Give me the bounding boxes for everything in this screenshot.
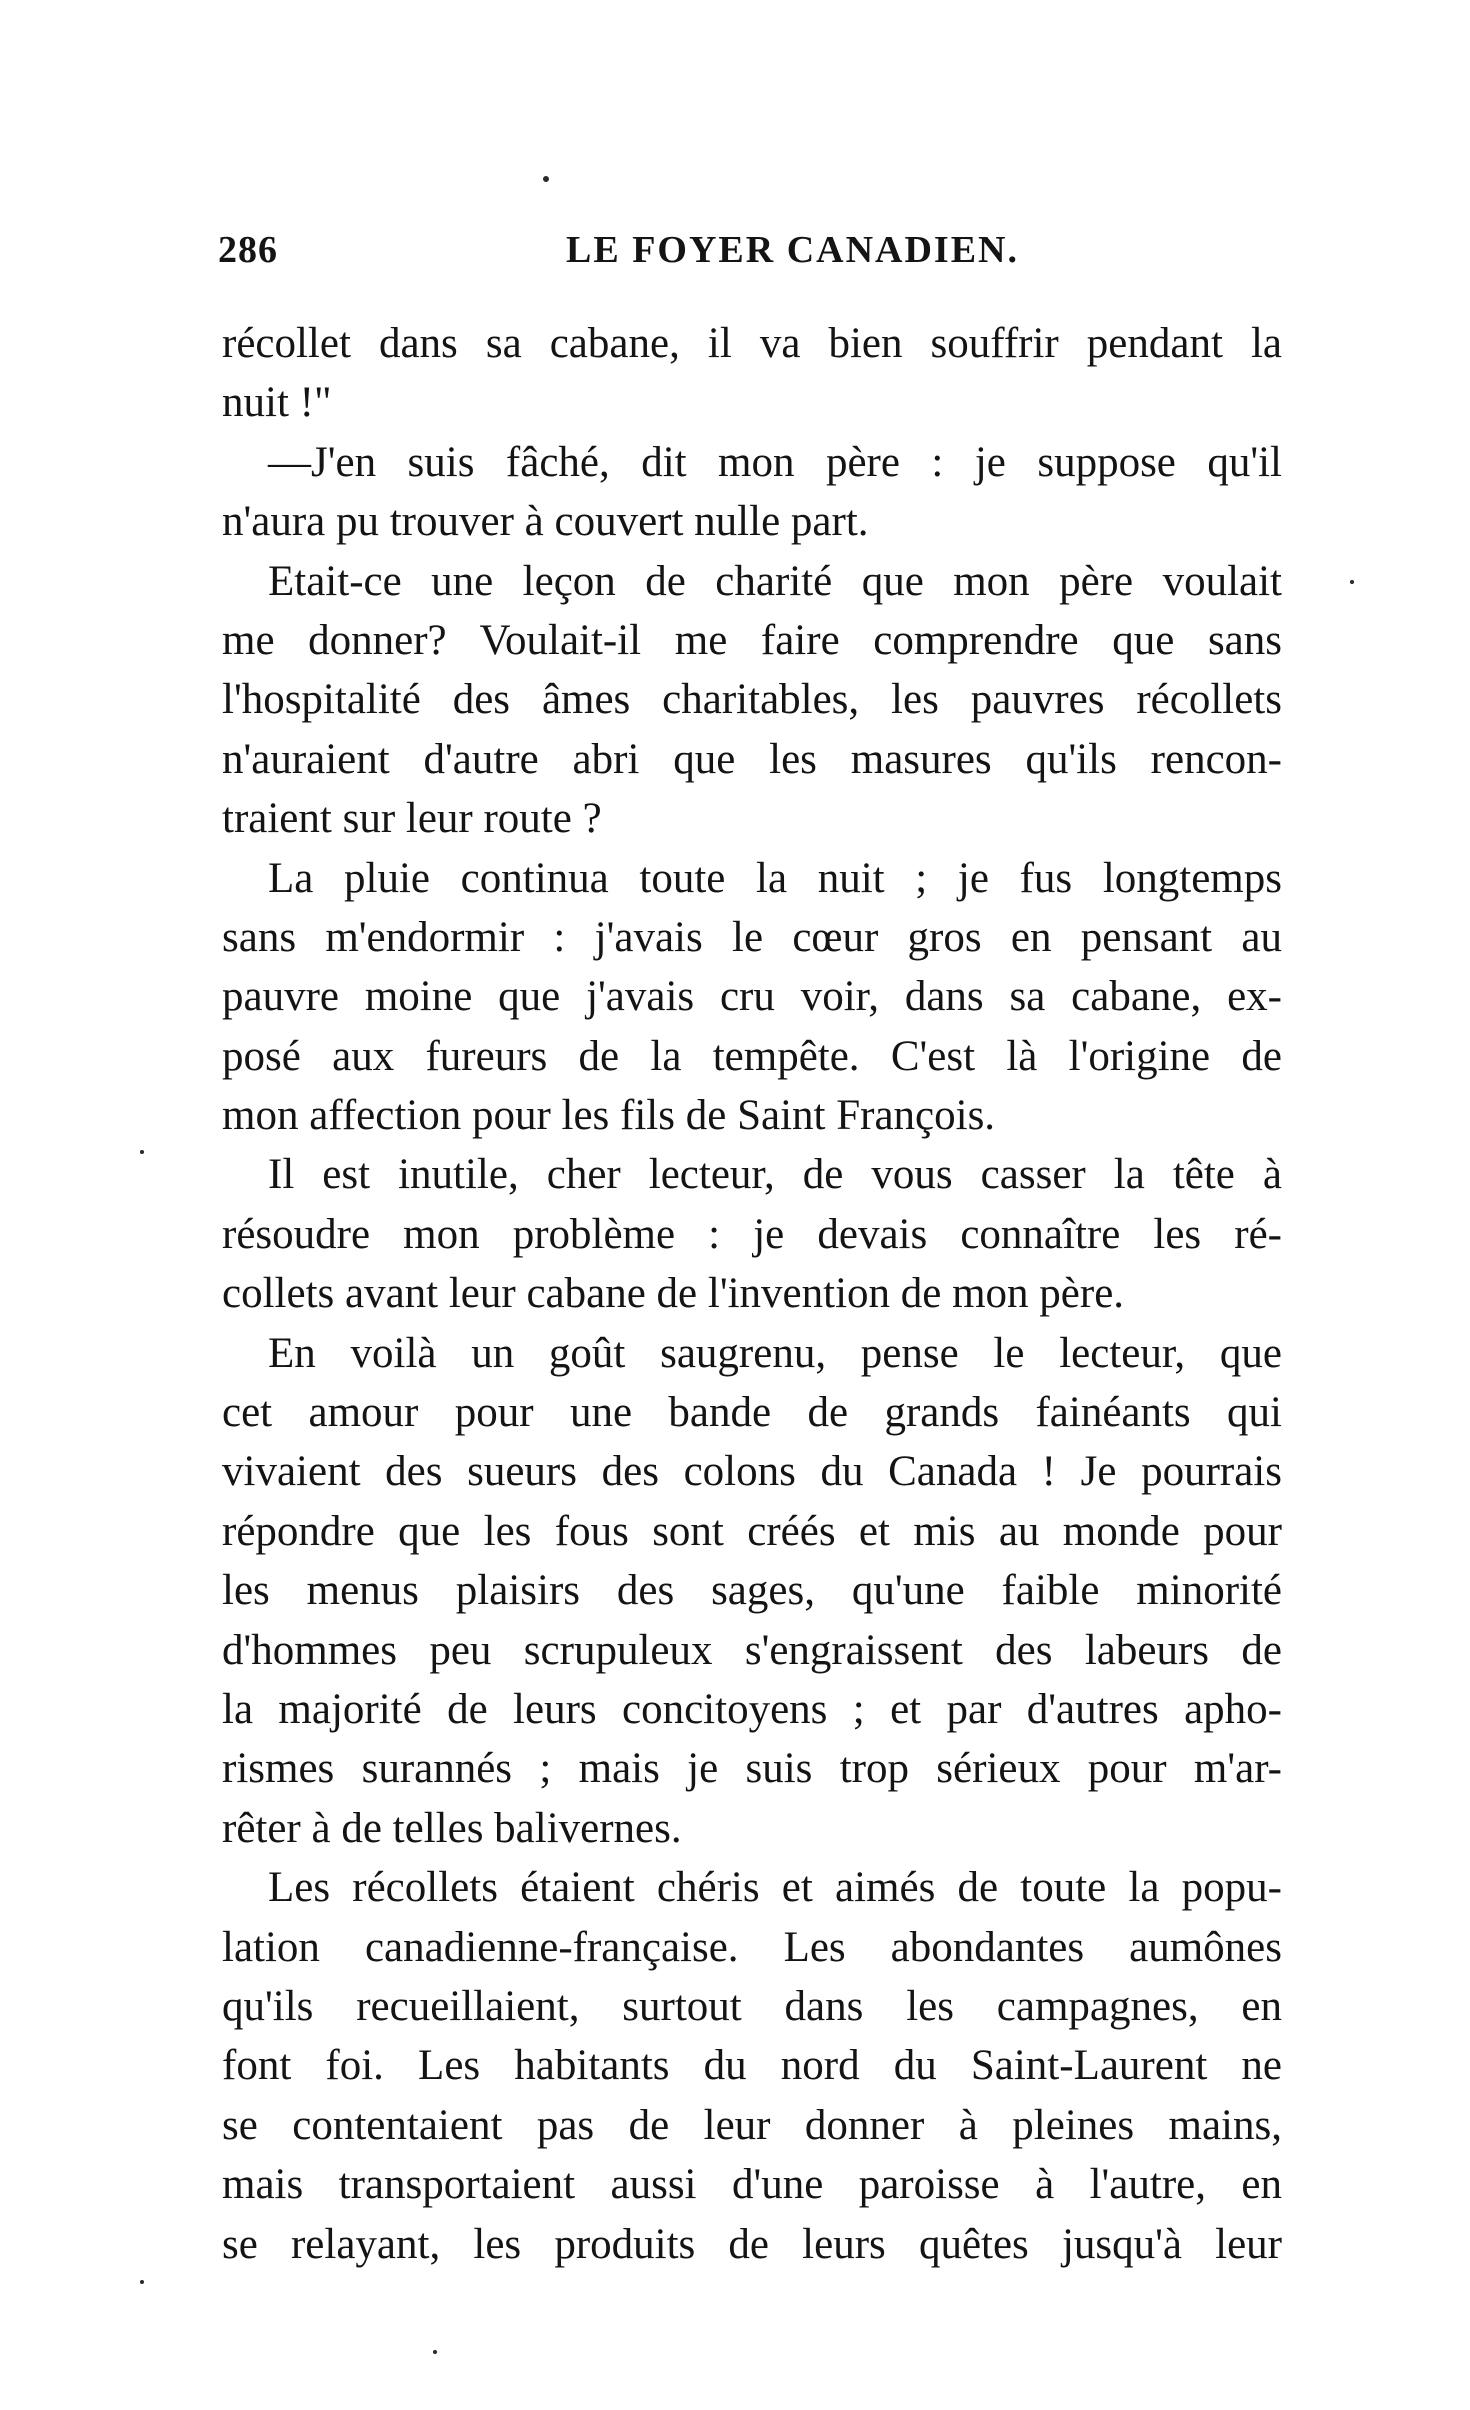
text-line: rêter à de telles balivernes.: [222, 1804, 682, 1852]
ink-speck: [1350, 580, 1354, 584]
text-line: résoudre mon problème : je devais connaître les ré-: [222, 1210, 1282, 1258]
text-line: qu'ils recueillaient, surtout dans les campagnes, en: [222, 1982, 1282, 2030]
text-line: cet amour pour une bande de grands fainéants qui: [222, 1389, 1282, 1437]
ink-speck: [140, 1150, 144, 1154]
text-line: sans m'endormir : j'avais le cœur gros en pensant au: [222, 913, 1282, 961]
ink-speck: [433, 2350, 437, 2354]
text-line: rismes surannés ; mais je suis trop sérieux pour m'ar-: [222, 1745, 1282, 1793]
page-number: 286: [218, 229, 278, 271]
text-line: En voilà un goût saugrenu, pense le lecteur, que: [268, 1329, 1282, 1377]
text-line: Etait-ce une leçon de charité que mon père voulait: [268, 557, 1282, 605]
body-text: [222, 314, 1282, 2274]
text-line: Les récollets étaient chéris et aimés de toute la popu-: [268, 1864, 1282, 1912]
text-line: se relayant, les produits de leurs quêtes jusqu'à leur: [222, 2220, 1282, 2268]
text-line: posé aux fureurs de la tempête. C'est là l'origine de: [222, 1032, 1282, 1080]
text-line: —J'en suis fâché, dit mon père : je suppose qu'il: [268, 438, 1282, 486]
text-line: n'auraient d'autre abri que les masures qu'ils rencon-: [222, 735, 1282, 783]
text-line: traient sur leur route ?: [222, 795, 602, 843]
text-line: collets avant leur cabane de l'invention de mon père.: [222, 1270, 1125, 1318]
text-line: vivaient des sueurs des colons du Canada ! Je pourrais: [222, 1448, 1282, 1496]
text-line: se contentaient pas de leur donner à pleines mains,: [222, 2101, 1282, 2149]
ink-speck: [543, 176, 549, 182]
text-line: récollet dans sa cabane, il va bien souffrir pendant la: [222, 320, 1282, 367]
ink-speck: [140, 2280, 144, 2284]
text-line: nuit !": [222, 379, 332, 427]
text-line: pauvre moine que j'avais cru voir, dans sa cabane, ex-: [222, 973, 1282, 1021]
text-line: lation canadienne-française. Les abondantes aumônes: [222, 1923, 1282, 1971]
text-line: La pluie continua toute la nuit ; je fus longtemps: [268, 854, 1282, 902]
running-title: LE FOYER CANADIEN.: [566, 229, 1019, 271]
text-line: mais transportaient aussi d'une paroisse à l'autre, en: [222, 2161, 1282, 2209]
text-line: répondre que les fous sont créés et mis au monde pour: [222, 1507, 1282, 1555]
text-line: Il est inutile, cher lecteur, de vous casser la tête à: [268, 1151, 1282, 1199]
text-line: d'hommes peu scrupuleux s'engraissent des labeurs de: [222, 1626, 1282, 1674]
text-line: font foi. Les habitants du nord du Saint-Laurent ne: [222, 2042, 1282, 2090]
text-line: la majorité de leurs concitoyens ; et par d'autres apho-: [222, 1685, 1282, 1733]
text-line: me donner? Voulait-il me faire comprendre que sans: [222, 616, 1282, 664]
text-line: l'hospitalité des âmes charitables, les pauvres récollets: [222, 676, 1282, 724]
text-line: mon affection pour les fils de Saint François.: [222, 1092, 996, 1140]
text-line: n'aura pu trouver à couvert nulle part.: [222, 498, 869, 546]
page-header: [218, 228, 1290, 288]
text-line: les menus plaisirs des sages, qu'une faible minorité: [222, 1567, 1282, 1615]
